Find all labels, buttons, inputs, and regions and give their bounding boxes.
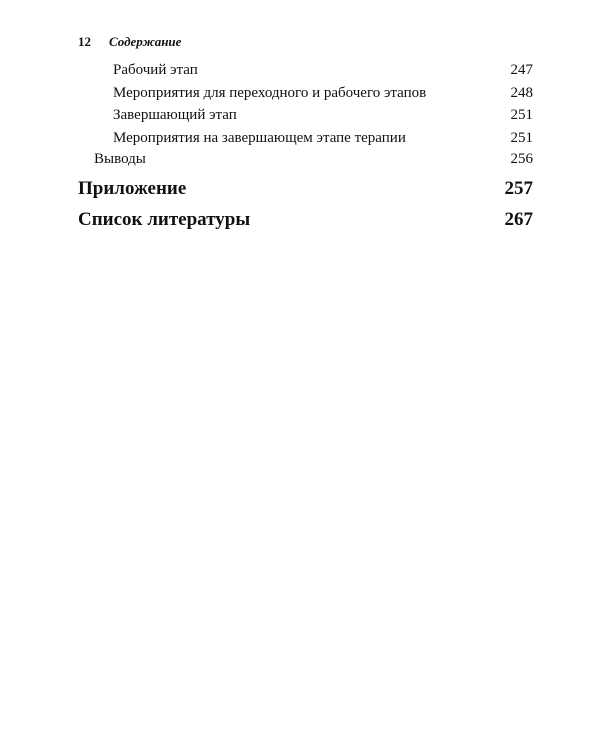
- toc-entry-title: Мероприятия для переходного и рабочего этапов: [113, 85, 427, 101]
- toc-entry: [113, 130, 533, 147]
- page-number: 12: [78, 34, 91, 49]
- toc-entry-title: Рабочий этап: [113, 62, 198, 78]
- toc-entry-title: Мероприятия на завершающем этапе терапии: [113, 130, 406, 146]
- toc-entry: [113, 62, 533, 79]
- toc-chapter-title: Приложение: [78, 178, 187, 199]
- toc-chapter: [78, 209, 533, 231]
- toc-entry-title: Выводы: [94, 151, 146, 167]
- toc-entry: [113, 85, 533, 102]
- toc-entry-page: 256: [510, 151, 533, 167]
- toc-entry-page: 247: [510, 62, 533, 78]
- section-title: Содержание: [109, 34, 182, 49]
- toc-entry-page: 251: [510, 130, 533, 146]
- toc-chapter-page: 257: [504, 178, 533, 199]
- toc-entry: [94, 151, 533, 168]
- toc-chapter-title: Список литературы: [78, 209, 251, 230]
- toc-chapter-page: 267: [504, 209, 533, 230]
- toc-entry-page: 251: [510, 107, 533, 123]
- toc-entry-title: Завершающий этап: [113, 107, 237, 123]
- toc-entry-page: 248: [510, 85, 533, 101]
- toc-chapter: [78, 178, 533, 200]
- toc-entry: [113, 107, 533, 124]
- running-head: [78, 34, 181, 50]
